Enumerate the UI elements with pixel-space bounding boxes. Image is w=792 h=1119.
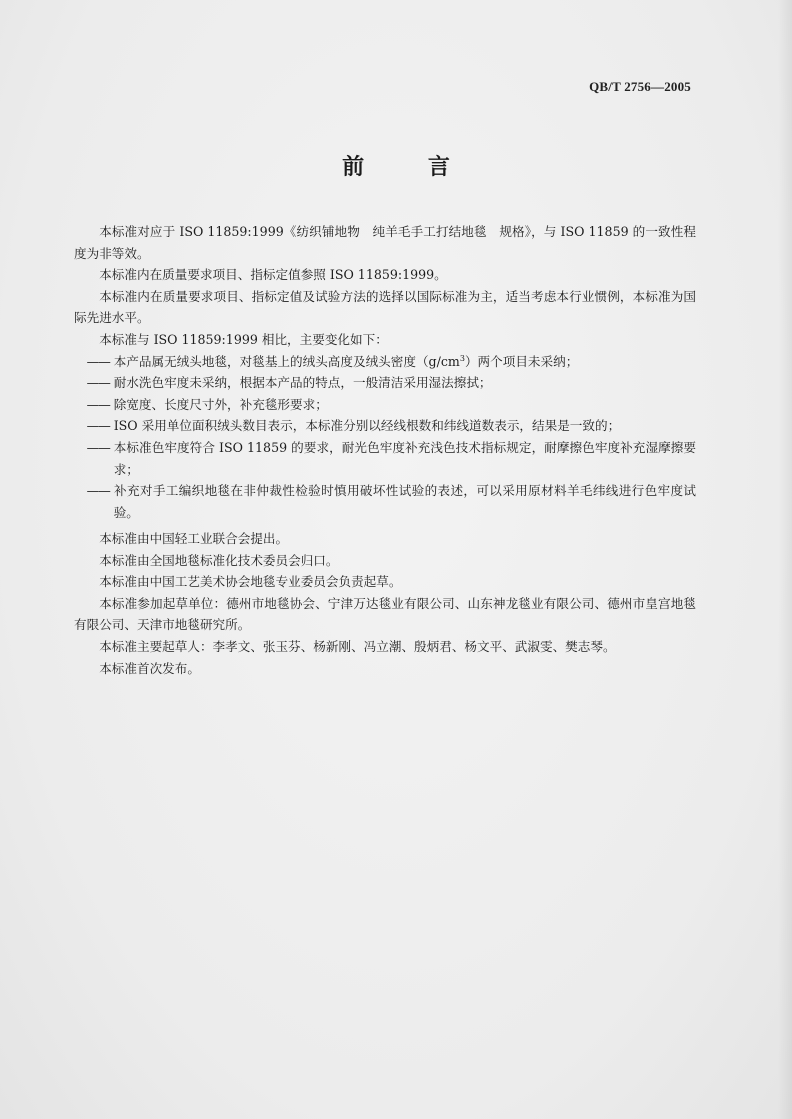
paragraph-first-release: 本标准首次发布。 — [99, 660, 200, 676]
change-item — [74, 480, 696, 523]
change-text: ）两个项目未采纳； — [464, 353, 579, 369]
change-dash: —— — [86, 353, 110, 369]
paragraph-proposed-by: 本标准由中国轻工业联合会提出。 — [99, 531, 289, 546]
change-text: 本标准色牢度符合 ISO 11859 的要求，耐光色牢度补充浅色技术指标规定，耐摩擦色牢度补充湿摩擦要求； — [113, 439, 696, 477]
change-item — [74, 394, 696, 416]
paragraph-main-changes: 本标准与 ISO 11859:1999 相比，主要变化如下： — [99, 331, 388, 347]
paragraph-method-selection: 本标准内在质量要求项目、指标定值及试验方法的选择以国际标准为主，适当考虑本行业惯例，本标准为国际先进水平。 — [74, 288, 696, 326]
change-item — [74, 437, 696, 480]
change-item — [74, 351, 696, 373]
foreword-section-2 — [74, 528, 696, 679]
change-dash: —— — [86, 396, 110, 412]
change-text: 耐水洗色牢度未采纳，根据本产品的特点，一般清洁采用湿法擦拭； — [113, 375, 492, 391]
paragraph-centralized-by: 本标准由全国地毯标准化技术委员会归口。 — [99, 552, 339, 568]
paragraph-correspondence: 本标准对应于 ISO 11859:1999《纺织铺地物 纯羊毛手工打结地毯 规格》，与 ISO 11859 的一致性程度为非等效。 — [74, 224, 696, 261]
paragraph-main-drafters: 本标准主要起草人：李孝文、张玉芬、杨新刚、冯立潮、殷炳君、杨文平、武淑雯、樊志琴。 — [99, 638, 616, 654]
change-text: 补充对手工编织地毯在非仲裁性检验时慎用破坏性试验的表述，可以采用原材料羊毛纬线进行色牢度试验。 — [113, 483, 696, 520]
page-title: 前 言 — [342, 155, 478, 180]
change-dash: —— — [86, 375, 110, 391]
change-item — [74, 372, 696, 394]
paragraph-quality-reference: 本标准内在质量要求项目、指标定值参照 ISO 11859:1999。 — [99, 267, 447, 283]
change-text: 本产品属无绒头地毯，对毯基上的绒头高度及绒头密度（g/cm — [113, 353, 460, 369]
change-item — [74, 415, 696, 437]
change-dash: —— — [86, 439, 110, 455]
superscript: 3 — [459, 353, 465, 363]
paragraph-drafted-by: 本标准由中国工艺美术协会地毯专业委员会负责起草。 — [99, 574, 402, 590]
document-code: QB/T 2756—2005 — [589, 79, 691, 94]
change-dash: —— — [86, 418, 110, 434]
change-text: ISO 采用单位面积绒头数目表示，本标准分别以经线根数和纬线道数表示，结果是一致的； — [113, 418, 621, 434]
change-dash: —— — [86, 483, 110, 499]
paragraph-participating-units: 本标准参加起草单位：德州市地毯协会、宁津万达毯业有限公司、山东神龙毯业有限公司、德州市皇宫地毯有限公司、天津市地毯研究所。 — [74, 595, 696, 633]
change-text: 除宽度、长度尺寸外，补充毯形要求； — [113, 396, 328, 412]
foreword-section-1 — [74, 221, 696, 523]
